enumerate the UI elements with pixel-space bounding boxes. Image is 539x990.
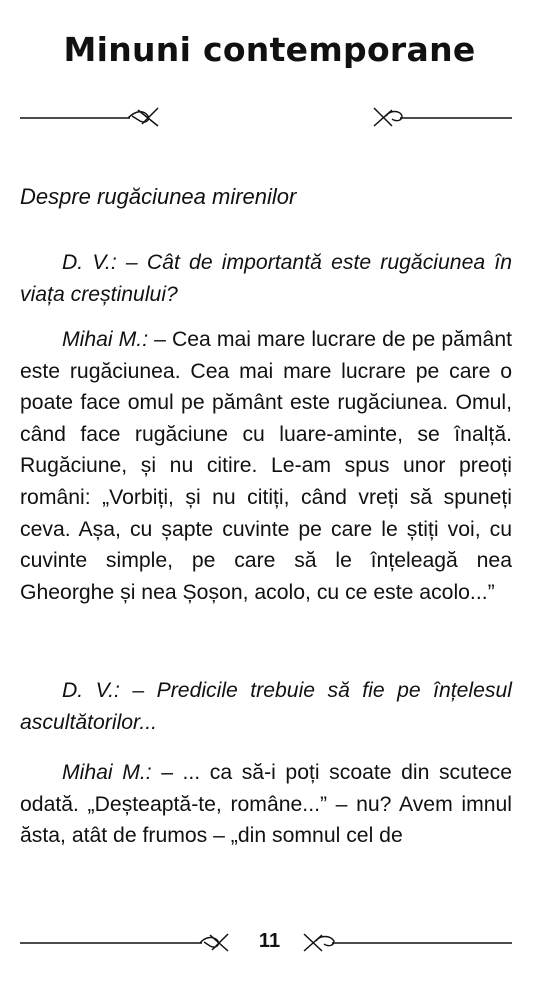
paragraph-answer-2 bbox=[20, 757, 512, 852]
speaker-label: Mihai M.: bbox=[62, 328, 149, 351]
paragraph-answer-1 bbox=[20, 324, 512, 608]
speaker-label: D. V.: bbox=[62, 679, 120, 702]
paragraph-text: – Cea mai mare lucrare de pe pământ este rugăciunea. Cea mai mare lucrare pe care o poate face omul pe pământ este rugăciunea. Omul, când face rugăciune cu luare-aminte, se înalță. Rugăciune, și nu citire. Le-am spus unor preoți români: „Vorbiți, și nu citiți, când vreți să spuneți ceva. Așa, cu șapte cuvinte pe care le știți voi, cu cuvinte simple, pe care să le înțeleagă nea Gheorghe și nea Șoșon, acolo, cu ce este acolo...” bbox=[20, 328, 512, 604]
paragraph-question-2 bbox=[20, 675, 512, 738]
paragraph-text: – ... ca să-i poți scoate din scutece odată. „Deșteaptă-te, române...” – nu? Avem imnul ăsta, atât de frumos – „din somnul cel de bbox=[20, 761, 512, 848]
speaker-label: D. V.: bbox=[62, 251, 117, 274]
section-heading: Despre rugăciunea mirenilor bbox=[20, 184, 297, 209]
paragraph-text: – Predicile trebuie să fie pe înțelesul ascultătorilor... bbox=[20, 679, 513, 734]
speaker-label: Mihai M.: bbox=[62, 761, 152, 784]
paragraph-question-1 bbox=[20, 247, 512, 310]
divider-ornament-left bbox=[20, 104, 160, 128]
footer-ornament-right bbox=[302, 930, 514, 954]
paragraph-text: – Cât de importantă este rugăciunea în viața creștinului? bbox=[20, 251, 512, 306]
page-number: 11 bbox=[258, 930, 281, 952]
page-title: Minuni contemporane bbox=[63, 30, 476, 69]
divider-ornament-right bbox=[372, 104, 514, 128]
